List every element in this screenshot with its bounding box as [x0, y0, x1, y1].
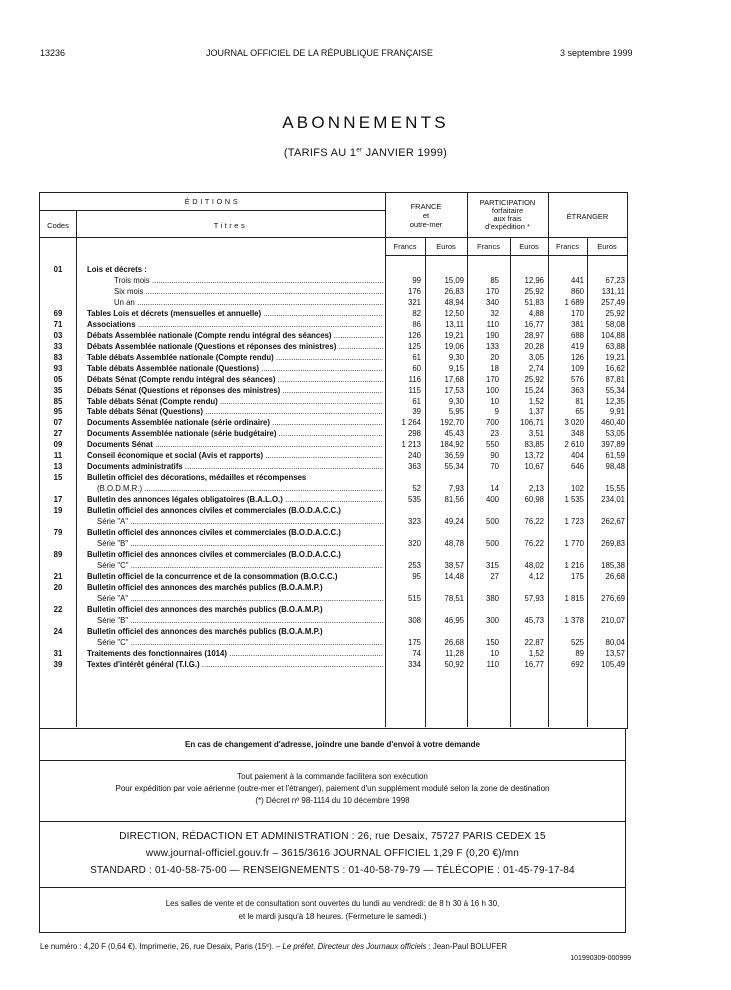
row-value: 16,77	[524, 319, 544, 329]
row-title: Bulletin officiel des annonces des marchés publics (B.O.A.M.P.)	[87, 582, 323, 592]
table-row	[40, 331, 627, 341]
row-code: 13	[53, 462, 63, 472]
row-value: 323	[407, 517, 421, 527]
row-value: 28,97	[524, 330, 544, 340]
row-value: 576	[570, 374, 584, 384]
row-code: 89	[53, 549, 63, 559]
row-code: 83	[53, 352, 63, 362]
row-title: Bulletin des annonces légales obligatoires (B.A.L.O.) .....	[87, 495, 383, 505]
subscription-table	[39, 192, 628, 729]
row-value: 52	[412, 484, 421, 494]
row-title: Débats Sénat (Compte rendu intégral des séances) .....	[87, 375, 383, 385]
row-value: 99	[412, 275, 421, 285]
row-value: 2,13	[528, 484, 544, 494]
table-row	[40, 276, 627, 286]
row-title: Trois mois .....	[87, 276, 383, 286]
row-value: 104,88	[601, 330, 625, 340]
row-value: 46,95	[444, 615, 464, 625]
row-value: 9,15	[448, 363, 464, 373]
row-value: 1 689	[564, 297, 584, 307]
row-value: 175	[570, 571, 584, 581]
row-title: Table débats Assemblée nationale (Compte rendu) .....	[87, 353, 383, 363]
row-value: 95	[412, 571, 421, 581]
row-value: 17,53	[444, 385, 464, 395]
row-value: 110	[486, 659, 499, 669]
row-value: 192,70	[440, 418, 464, 428]
row-code: 03	[53, 330, 63, 340]
table-row	[40, 298, 627, 308]
row-code: 20	[53, 582, 63, 592]
page-subtitle: (TARIFS AU 1er JANVIER 1999)	[283, 147, 448, 159]
row-value: 13,57	[605, 648, 625, 658]
row-value: 1,52	[528, 396, 544, 406]
row-value: 1 216	[564, 560, 584, 570]
row-value: 126	[570, 352, 584, 362]
table-row	[40, 473, 627, 483]
row-value: 25,92	[524, 374, 544, 384]
row-value: 5,95	[448, 407, 464, 417]
table-row	[40, 627, 627, 637]
row-value: 125	[407, 341, 421, 351]
table-row	[40, 594, 627, 604]
row-value: 12,96	[524, 275, 544, 285]
row-title: Débats Assemblée nationale (Compte rendu intégral des séances) .....	[87, 331, 383, 341]
table-row	[40, 638, 627, 648]
row-value: 176	[407, 286, 421, 296]
row-value: 19,06	[444, 341, 464, 351]
table-row	[40, 660, 627, 670]
table-row	[40, 561, 627, 571]
row-value: 90	[490, 451, 499, 461]
row-value: 26,68	[444, 637, 464, 647]
table-row	[40, 309, 627, 319]
row-value: 133	[485, 341, 499, 351]
row-value: 321	[407, 297, 421, 307]
row-value: 126	[407, 330, 421, 340]
row-value: 646	[570, 462, 584, 472]
participation-header: PARTICIPATION forfaitaire aux frais d'expédition *	[479, 198, 536, 231]
row-value: 27	[490, 571, 499, 581]
table-row	[40, 342, 627, 352]
row-value: 83,85	[524, 440, 544, 450]
row-value: 76,22	[524, 517, 544, 527]
row-value: 315	[485, 560, 499, 570]
row-value: 25,92	[605, 308, 625, 318]
row-value: 1 815	[564, 593, 584, 603]
table-row	[40, 375, 627, 385]
row-value: 98,48	[605, 462, 625, 472]
table-row	[40, 462, 627, 472]
row-value: 334	[407, 659, 421, 669]
row-value: 131,11	[601, 286, 625, 296]
row-code: 33	[53, 341, 63, 351]
row-value: 13,72	[524, 451, 544, 461]
row-value: 9,30	[448, 352, 464, 362]
row-value: 1,52	[528, 648, 544, 658]
row-value: 13,11	[445, 319, 464, 329]
row-title: Bulletin officiel des annonces des marchés publics (B.O.A.M.P.)	[87, 626, 323, 636]
row-code: 19	[53, 506, 63, 516]
table-row	[40, 353, 627, 363]
row-title: Table débats Sénat (Questions) .....	[87, 407, 383, 417]
row-value: 298	[407, 429, 421, 439]
table-row	[40, 440, 627, 450]
row-value: 23	[490, 429, 499, 439]
footer: Le numéro : 4,20 F (0,64 €). Imprimerie, 26, rue Desaix, Paris (15ᵉ). – Le préfet, Directeur des Journaux officiels : Jean-Paul BOLUFER	[40, 942, 508, 951]
row-value: 105,49	[601, 659, 625, 669]
row-title: Bulletin officiel des décorations, médailles et récompenses	[87, 473, 307, 483]
row-value: 170	[485, 374, 499, 384]
row-value: 70	[490, 462, 499, 472]
row-value: 89	[575, 648, 584, 658]
row-value: 550	[485, 440, 499, 450]
currency-header: Euros	[597, 242, 617, 251]
row-value: 1 770	[564, 539, 584, 548]
row-value: 57,93	[524, 593, 544, 603]
row-code: 85	[53, 396, 63, 406]
row-value: 700	[485, 418, 499, 428]
table-row	[40, 550, 627, 560]
row-value: 9	[494, 407, 499, 417]
row-value: 109	[570, 363, 584, 373]
table-row	[40, 539, 627, 549]
row-value: 81,56	[444, 495, 464, 505]
row-value: 67,23	[605, 275, 625, 285]
row-value: 53,05	[605, 429, 625, 439]
row-code: 22	[53, 604, 63, 614]
row-value: 257,49	[601, 297, 625, 307]
row-value: 36,59	[444, 451, 464, 461]
row-value: 3 020	[564, 418, 584, 428]
row-value: 78,51	[444, 593, 464, 603]
row-value: 60,98	[524, 495, 544, 505]
row-code: 93	[53, 363, 63, 373]
row-code: 01	[53, 265, 63, 274]
table-row	[40, 528, 627, 538]
row-value: 9,91	[609, 407, 625, 417]
row-value: 2,74	[528, 363, 544, 373]
row-value: 9,30	[448, 396, 464, 406]
row-code: 11	[53, 451, 63, 461]
row-value: 500	[485, 539, 499, 548]
row-value: 25,92	[524, 286, 544, 296]
row-value: 100	[485, 385, 499, 395]
row-value: 535	[407, 495, 421, 505]
row-value: 860	[570, 286, 584, 296]
row-value: 49,24	[444, 517, 464, 527]
row-value: 45,43	[444, 429, 464, 439]
row-value: 348	[570, 429, 584, 439]
row-value: 60	[412, 363, 421, 373]
row-value: 48,94	[444, 297, 464, 307]
row-value: 16,62	[605, 363, 625, 373]
row-code: 09	[53, 440, 63, 450]
row-value: 400	[485, 495, 499, 505]
table-row	[40, 583, 627, 593]
row-code: 27	[53, 429, 63, 439]
row-value: 170	[570, 308, 584, 318]
journal-title: JOURNAL OFFICIEL DE LA RÉPUBLIQUE FRANÇAISE	[206, 48, 433, 58]
row-value: 7,93	[448, 484, 464, 494]
row-value: 86	[412, 319, 421, 329]
row-title: Débats Sénat (Questions et réponses des ministres) .....	[87, 386, 383, 396]
row-value: 320	[407, 539, 421, 548]
row-code: 21	[53, 571, 63, 581]
row-title: Bulletin officiel des annonces civiles et commerciales (B.O.D.A.C.C.)	[87, 528, 341, 538]
sales-hours: Les salles de vente et de consultation sont ouvertes du lundi au vendredi: de 8 h 30 à 16 h 30, et le mardi jusqu'à 18 heures. (Fermeture le samedi.)	[39, 888, 626, 933]
row-value: 4,88	[528, 308, 544, 318]
row-value: 61,59	[605, 451, 625, 461]
row-value: 515	[407, 593, 421, 603]
row-value: 14,48	[444, 571, 464, 581]
row-title: Lois et décrets :	[87, 265, 147, 274]
etranger-header: ÉTRANGER	[566, 212, 609, 221]
row-value: 240	[407, 451, 421, 461]
row-value: 175	[407, 637, 421, 647]
payment-notice: Tout paiement à la commande facilitera son exécution Pour expédition par voie aérienne (outre-mer et l'étranger), paiement d'un supplément modulé selon la zone de destination (*) Décret nº 98-1114 du 10 décembre 1998	[39, 761, 626, 822]
row-value: 300	[485, 615, 499, 625]
row-title: Série "C" .....	[87, 561, 383, 571]
row-value: 500	[485, 517, 499, 527]
table-row	[40, 429, 627, 439]
row-value: 10	[490, 396, 499, 406]
row-value: 80,04	[605, 637, 625, 647]
row-value: 16,77	[524, 659, 544, 669]
row-value: 18	[490, 363, 499, 373]
row-value: 441	[570, 275, 584, 285]
table-row	[40, 386, 627, 396]
row-code: 69	[53, 308, 63, 318]
table-row	[40, 364, 627, 374]
row-value: 380	[485, 593, 499, 603]
row-title: Associations .....	[87, 320, 383, 330]
row-value: 63,88	[605, 341, 625, 351]
row-value: 20	[490, 352, 499, 362]
row-value: 15,24	[524, 385, 544, 395]
row-title: Documents administratifs .....	[87, 462, 383, 472]
row-title: (B.O.D.M.R.) .....	[87, 484, 383, 494]
table-row	[40, 616, 627, 626]
row-title: Table débats Assemblée nationale (Questions) .....	[87, 364, 383, 374]
row-value: 51,83	[524, 297, 544, 307]
row-value: 1,37	[528, 407, 544, 417]
row-value: 262,67	[601, 517, 625, 527]
titres-header: Titres	[213, 221, 248, 230]
row-title: Bulletin officiel des annonces des marchés publics (B.O.A.M.P.)	[87, 604, 323, 614]
table-row	[40, 320, 627, 330]
row-title: Tables Lois et décrets (mensuelles et annuelle) .....	[87, 309, 383, 319]
row-code: 31	[53, 648, 63, 658]
row-value: 48,78	[444, 539, 464, 548]
row-value: 102	[570, 484, 584, 494]
currency-header: Francs	[477, 242, 500, 251]
row-value: 3,05	[528, 352, 544, 362]
table-row	[40, 287, 627, 297]
page-date: 3 septembre 1999	[560, 48, 633, 58]
row-value: 55,34	[605, 385, 625, 395]
footer-code: 101990309-000999	[570, 955, 631, 962]
row-code: 05	[53, 374, 63, 384]
row-value: 20,28	[524, 341, 544, 351]
row-title: Traitements des fonctionnaires (1014) .....	[87, 649, 383, 659]
row-code: 95	[53, 407, 63, 417]
row-title: Table débats Sénat (Compte rendu) .....	[87, 397, 383, 407]
row-value: 19,21	[605, 352, 625, 362]
france-header: FRANCE et outre-mer	[409, 202, 443, 229]
row-code: 07	[53, 418, 63, 428]
row-title: Bulletin officiel des annonces civiles et commerciales (B.O.D.A.C.C.)	[87, 549, 341, 559]
table-row	[40, 517, 627, 527]
row-value: 12,50	[444, 308, 464, 318]
row-value: 12,35	[605, 396, 625, 406]
table-row	[40, 397, 627, 407]
row-value: 10,67	[524, 462, 544, 472]
row-code: 35	[53, 385, 63, 395]
table-row	[40, 495, 627, 505]
table-row	[40, 484, 627, 494]
row-value: 1 264	[401, 418, 421, 428]
currency-header: Francs	[393, 242, 417, 251]
table-row	[40, 572, 627, 582]
row-value: 50,92	[444, 659, 464, 669]
direction-contact: DIRECTION, RÉDACTION ET ADMINISTRATION : 26, rue Desaix, 75727 PARIS CEDEX 15 www.journal-officiel.gouv.fr – 3615/3616 JOURNAL OFFICIEL 1,29 F (0,20 €)/mn STANDARD : 01-40-58-75-00 — RENSEIGNEMENTS : 01-40-58-79-79 — TÉLÉCOPIE : 01-45-79-17-84	[39, 822, 626, 888]
row-title: Textes d'intérêt général (T.I.G.) .....	[87, 660, 383, 670]
row-title: Bulletin officiel des annonces civiles et commerciales (B.O.D.A.C.C.)	[87, 506, 341, 516]
row-value: 22,87	[524, 637, 544, 647]
address-change-notice: En cas de changement d'adresse, joindre une bande d'envoi à votre demande	[39, 728, 626, 761]
row-value: 210,07	[601, 615, 625, 625]
row-value: 184,92	[440, 440, 464, 450]
row-title: Série "A" .....	[87, 517, 383, 527]
row-value: 32	[490, 308, 499, 318]
row-value: 39	[412, 407, 421, 417]
row-value: 61	[412, 396, 421, 406]
row-value: 692	[570, 659, 584, 669]
row-title: Bulletin officiel de la concurrence et de la consommation (B.O.C.C.)	[87, 571, 338, 581]
row-value: 1 213	[401, 440, 421, 450]
row-value: 45,73	[524, 615, 544, 625]
row-value: 26,83	[444, 286, 464, 296]
row-value: 61	[412, 352, 421, 362]
row-title: Documents Assemblée nationale (série ordinaire) .....	[87, 418, 383, 428]
row-value: 85	[490, 275, 499, 285]
row-value: 14	[490, 484, 499, 494]
row-value: 115	[408, 385, 421, 395]
row-value: 116	[408, 374, 421, 384]
row-value: 419	[570, 341, 584, 351]
currency-header: Euros	[519, 242, 539, 251]
row-title: Conseil économique et social (Avis et rapports) .....	[87, 451, 383, 461]
page-title: ABONNEMENTS	[282, 113, 449, 132]
row-value: 525	[570, 637, 584, 647]
row-value: 58,08	[605, 319, 625, 329]
row-value: 253	[407, 560, 421, 570]
row-value: 190	[485, 330, 499, 340]
row-value: 1 378	[564, 615, 584, 625]
row-value: 55,34	[444, 462, 464, 472]
row-value: 26,68	[605, 571, 625, 581]
row-code: 24	[53, 626, 63, 636]
row-code: 71	[53, 319, 63, 329]
row-value: 17,68	[444, 374, 464, 384]
row-value: 276,69	[601, 593, 625, 603]
row-value: 10	[490, 648, 499, 658]
row-value: 81	[575, 396, 584, 406]
row-code: 79	[53, 528, 63, 538]
row-code: 39	[53, 659, 63, 669]
row-value: 150	[485, 637, 499, 647]
row-title: Documents Assemblée nationale (série budgétaire) .....	[87, 429, 383, 439]
row-title: Série "B" .....	[87, 539, 383, 549]
row-value: 11,28	[445, 648, 464, 658]
row-code: 17	[53, 495, 63, 505]
row-value: 65	[575, 407, 584, 417]
table-row	[40, 506, 627, 516]
table-row	[40, 265, 627, 275]
row-value: 170	[485, 286, 499, 296]
table-row	[40, 649, 627, 659]
row-title: Un an .....	[87, 298, 383, 308]
table-row	[40, 605, 627, 615]
row-value: 3,51	[528, 429, 544, 439]
row-value: 1 535	[564, 495, 584, 505]
row-value: 106,71	[520, 418, 544, 428]
row-title: Documents Sénat .....	[87, 440, 383, 450]
table-row	[40, 407, 627, 417]
row-value: 404	[570, 451, 584, 461]
row-value: 82	[412, 308, 421, 318]
currency-header: Francs	[556, 242, 579, 251]
row-value: 363	[570, 385, 584, 395]
table-row	[40, 451, 627, 461]
row-title: Série "B" .....	[87, 616, 383, 626]
row-value: 110	[486, 319, 499, 329]
row-value: 15,09	[444, 275, 464, 285]
row-title: Série "A" .....	[87, 594, 383, 604]
row-value: 48,02	[524, 560, 544, 570]
row-value: 76,22	[524, 539, 544, 548]
row-value: 269,83	[601, 539, 625, 548]
row-value: 15,55	[605, 484, 625, 494]
row-title: Débats Assemblée nationale (Questions et réponses des ministres) .....	[87, 342, 383, 352]
currency-header: Euros	[436, 242, 456, 251]
row-code: 15	[53, 473, 63, 483]
row-value: 87,81	[605, 374, 625, 384]
codes-header: Codes	[47, 221, 69, 230]
row-value: 4,12	[528, 571, 544, 581]
row-value: 38,57	[444, 560, 464, 570]
row-value: 460,40	[601, 418, 625, 428]
page-number: 13236	[40, 48, 66, 58]
table-row	[40, 418, 627, 428]
row-value: 688	[570, 330, 584, 340]
row-value: 185,38	[601, 560, 625, 570]
row-value: 397,89	[601, 440, 625, 450]
row-title: Six mois .....	[87, 287, 383, 297]
row-value: 340	[485, 297, 499, 307]
row-value: 19,21	[444, 330, 464, 340]
editions-header: ÉDITIONS	[184, 197, 241, 206]
row-value: 308	[407, 615, 421, 625]
row-value: 234,01	[601, 495, 625, 505]
row-value: 1 723	[564, 517, 584, 527]
row-value: 381	[570, 319, 584, 329]
row-value: 363	[407, 462, 421, 472]
row-title: Série "C" .....	[87, 638, 383, 648]
row-value: 2 610	[564, 440, 584, 450]
row-value: 74	[412, 648, 421, 658]
